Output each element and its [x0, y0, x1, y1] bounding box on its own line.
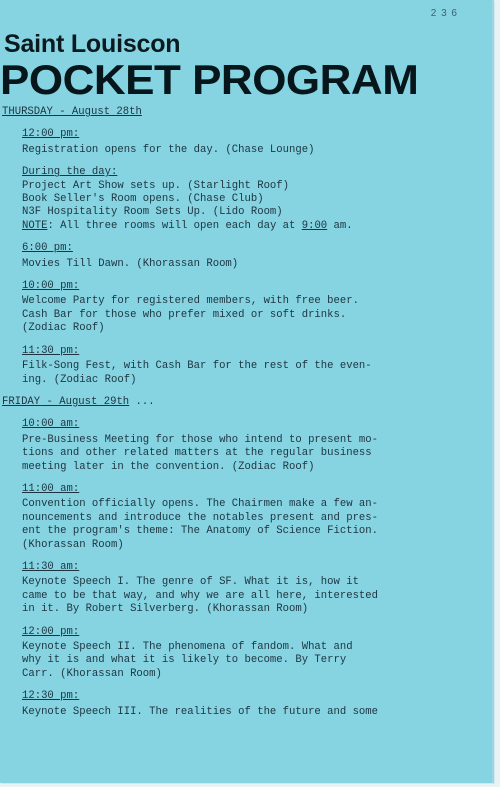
day-name: THURSDAY — [2, 106, 53, 118]
entry-time: During the day: — [22, 166, 118, 179]
entry-line: Keynote Speech II. The phenomena of fandom. What and — [22, 641, 353, 653]
note-text: : All three rooms will open each day at — [47, 219, 302, 232]
entry-time: 10:00 am: — [22, 418, 80, 431]
entry-line: Keynote Speech I. The genre of SF. What it is, how it — [22, 576, 359, 589]
schedule-entry — [22, 483, 486, 552]
note-label: NOTE — [22, 219, 48, 232]
entry-line: Keynote Speech III. The realities of the future and some — [22, 705, 379, 718]
entry-time: 10:00 pm: — [22, 280, 80, 293]
entry-line: nouncements and introduce the notables present and pres- — [22, 511, 379, 524]
entry-line: Movies Till Dawn. (Khorassan Room) — [22, 257, 239, 270]
entry-line: ing. (Zodiac Roof) — [22, 373, 137, 386]
entry-time: 12:00 pm: — [22, 128, 80, 141]
corner-mark: 2 3 6 — [430, 8, 458, 19]
schedule-entry — [22, 418, 486, 474]
schedule-entry — [22, 690, 486, 719]
entry-time: 11:30 pm: — [22, 344, 80, 357]
entry-time: 12:30 pm: — [22, 690, 80, 703]
entry-line: N3F Hospitality Room Sets Up. (Lido Room) — [22, 206, 283, 219]
schedule-entry — [22, 280, 486, 336]
day-heading-thursday — [2, 106, 486, 119]
entry-line: (Khorassan Room) — [22, 538, 124, 551]
entry-line: Pre-Business Meeting for those who intend to present mo- — [22, 433, 379, 446]
entry-line: Registration opens for the day. (Chase Lounge) — [22, 143, 315, 156]
entry-note — [22, 220, 486, 233]
convention-name: Saint Louiscon — [4, 30, 181, 58]
entry-line: Welcome Party for registered members, with free beer. — [22, 295, 359, 308]
page-title: POCKET PROGRAM — [0, 57, 419, 104]
note-end: am. — [327, 219, 353, 232]
day-date: - August 28th — [52, 106, 142, 118]
entry-time: 11:00 am: — [22, 482, 80, 495]
entry-line: Filk-Song Fest, with Cash Bar for the rest of the even- — [22, 360, 372, 373]
entry-line: ent the program's theme: The Anatomy of Science Fiction. — [22, 525, 379, 538]
entry-line: in it. By Robert Silverberg. (Khorassan Room) — [22, 603, 309, 616]
entry-time: 12:00 pm: — [22, 625, 80, 638]
entry-time: 6:00 pm: — [22, 242, 73, 255]
note-time: 9:00 — [301, 219, 328, 232]
day-heading-friday — [2, 396, 486, 409]
day-date: - August 29th — [40, 395, 130, 408]
entry-line: tions and other related matters at the regular business — [22, 447, 372, 460]
day-date-tail: ... — [129, 395, 155, 408]
entry-line: (Zodiac Roof) — [22, 322, 105, 335]
entry-line: Book Seller's Room opens. (Chase Club) — [22, 193, 264, 206]
entry-line: Carr. (Khorassan Room) — [22, 667, 162, 680]
program-content — [0, 106, 486, 728]
schedule-entry — [22, 345, 486, 387]
schedule-entry — [22, 561, 486, 617]
schedule-entry — [22, 626, 486, 682]
entry-line: Convention officially opens. The Chairmen make a few an- — [22, 498, 379, 511]
entry-line: meeting later in the convention. (Zodiac Roof) — [22, 460, 315, 473]
entry-line: Cash Bar for those who prefer mixed or soft drinks. — [22, 308, 347, 321]
day-name: FRIDAY — [2, 395, 41, 408]
schedule-entry — [22, 242, 486, 271]
entry-line: Project Art Show sets up. (Starlight Roof) — [22, 179, 290, 192]
entry-line: came to be that way, and why we are all here, interested — [22, 589, 379, 602]
schedule-entry — [22, 128, 486, 157]
schedule-entry — [22, 166, 486, 233]
entry-time: 11:30 am: — [22, 560, 80, 573]
entry-line: why it is and what it is likely to become. By Terry — [22, 654, 347, 667]
